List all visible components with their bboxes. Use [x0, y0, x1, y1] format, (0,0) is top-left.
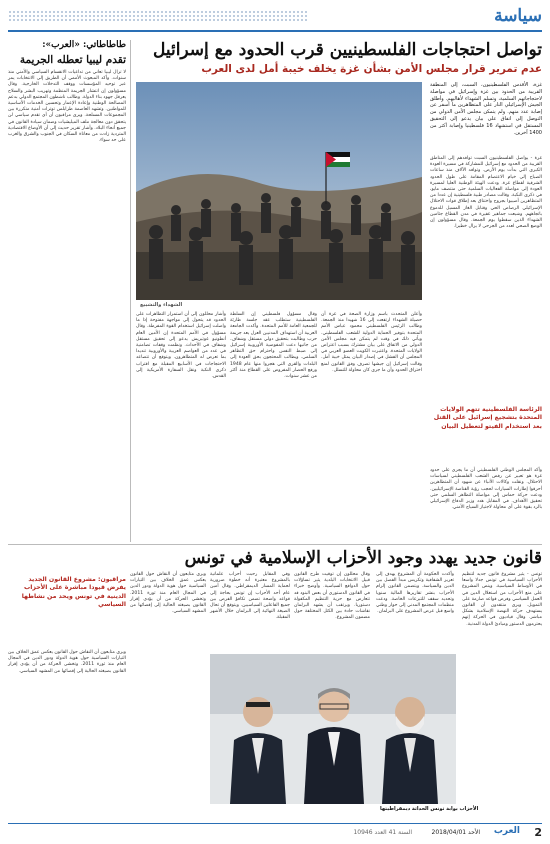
main-col-a: غزة - يواصل الفلسطينيون السبت توافدهم إلى المناطق القريبة من الحدود مع إسرائيل للمشاركة في مسيرة العودة الكبرى التي بدأت يوم الأرض. وتوافد الآلاف منذ ساعات الصباح إلى خيام الاعتصام المقامة على طول الحدود الشرقية لقطاع غزة. ودعت الهيئة الوطنية العليا لمسيرة العودة إلى مواصلة الفعاليات السلمية حتى منتصف مايو، في ذكرى النكبة. وقالت مصادر طبية فلسطينية إن عددا من المتظاهرين أصيبوا بجروح واختناق بعد إطلاق قوات الاحتلال الإسرائيلي الرصاص الحي وقنابل الغاز المسيل للدموع باتجاههم. وشيعت جماهير غفيرة في مدن القطاع جثامين الشهداء الذين سقطوا يوم الجمعة. وقال مسؤولون إن الوضع الصحي لعدد من الجرحى لا يزال خطيرا.: [428, 156, 542, 230]
main-intro: غزة، الأقدس الفلسطينيون، السبت، إلى المنطقة القريبة من الحدود بين غزة وإسرائيل في مواصلة لاحتجاجاتهم السلمية، وتسلم الشهداء لأهاليهم. وأطلق الجيش الإسرائيلي النار على المتظاهرين ما أسفر عن إصابة عدد منهم. ولم يتمكن مجلس الأمن الدولي من التوصل إلى اتفاق على بيان يدعو إلى التحقيق المستقل في استشهاد 16 فلسطينيا وإصابة أكثر من 1400 آخرين.: [428, 82, 542, 136]
issue-number: السنة 41 العدد 10946: [353, 829, 412, 836]
main-col-d: وأشار محللون إلى أن استمرار التظاهرات على الحدود قد يتحول إلى مواجهة مفتوحة إذا ما واصلت إسرائيل استخدام القوة المفرطة. وقال مسؤول في الأمم المتحدة إن الأمين العام أنطونيو غوتيريش يدعو إلى تحقيق مستقل وشفاف في الأحداث. ونظمت وقفات تضامنية في عدد من العواصم العربية والأوروبية تنديدا بما تعرض له المتظاهرون. ويتوقع أن تتصاعد الاحتجاجات في الأسابيع المقبلة مع اقتراب ذكرى النكبة ونقل السفارة الأمريكية إلى القدس.: [134, 312, 226, 380]
politicians-image: [210, 654, 456, 804]
main-col-c: وقال مسؤول فلسطيني إن السلطة الفلسطينية ستطلب عقد جلسة طارئة للجمعية العامة للأمم المتحدة. وأكدت الجامعة العربية أن استهداف المدنيين العزل يعد جريمة حرب وطالبت بتحقيق دولي مستقل وشفاف. من جانبها دعت المفوضية الأوروبية إسرائيل إلى ضبط النفس واحترام حق التظاهر السلمي. ويطالب المحتجون بحق العودة إلى البلدات والقرى التي هجروا منها عام 1948 ورفع الحصار المفروض على القطاع منذ أكثر من عشر سنوات.: [228, 312, 317, 380]
second-col-d: وفي المقابل رحبت أحزاب علمانية بالمشروع معتبرة أنه خطوة ضرورية لحماية المسار الديمقراطي. وقال أمين عام أحد الأحزاب إن تونس بحاجة إلى قواعد واضحة تضمن تكافؤ الفرص بين جميع الفاعلين السياسيين. ويتوقع أن تحال الصيغة النهائية إلى البرلمان خلال الأشهر المقبلة.: [208, 572, 290, 621]
second-col-a: تونس - يثير مشروع قانون جديد لتنظيم الأحزاب السياسية في تونس جدلا واسعا في الأوساط السياسية. وينص المشروع على منع الأحزاب من استغلال الدين في العمل السياسي وفرض قواعد صارمة على التمويل. ويرى منتقدون أن القانون يستهدف حركة النهضة الإسلامية بشكل مباشر. وقال قياديون في الحركة إنهم يحترمون الدستور ومبادئ الدولة المدنية.: [460, 572, 542, 627]
main-subhead: عدم تمرير قرار مجلس الأمن بشأن غزة يخلف خيبة أمل لدى العرب: [201, 63, 542, 75]
side-divider: [130, 40, 131, 542]
second-col-e: ويرى متابعون أن النقاش حول القانون يعكس عمق الخلاف بين التيارات السياسية حول هوية الدولة ودور الدين في المجال العام منذ ثورة 2011. وتخشى الحركة من أن يؤدي إقرار القانون بصيغته الحالية إلى إقصائها من المشهد السياسي.: [128, 572, 206, 615]
second-photo-caption: الأحزاب بوابة تونس الحداثة ديمقراطيتها: [380, 806, 479, 812]
second-col-c: وقال محللون إن توقيت طرح القانون قبيل الانتخابات البلدية يثير تساؤلات حول الدوافع السياسية. وأوضح خبراء في القانون الدستوري أن بعض البنود قد تتعارض مع حرية التنظيم المكفولة دستوريا. ويرتقب أن يشهد البرلمان نقاشات حادة بين الكتل المختلفة حول مضمون المشروع.: [292, 572, 370, 621]
issue-date: الأحد 2018/04/01: [431, 829, 480, 836]
protest-crowd-image: [136, 82, 422, 300]
main-col-e: وأكد المجلس الوطني الفلسطيني أن ما يجري على حدود غزة هو تعبير عن رفض الشعب الفلسطيني لسياسات الاحتلال. ونقلت وكالات الأنباء عن شهود أن المتظاهرين أحرقوا إطارات السيارات لحجب رؤية القناصة الإسرائيليين. ودعت حركة حماس إلى مواصلة التظاهر السلمي حتى تحقيق الأهداف. في المقابل هدد وزير الدفاع الإسرائيلي بالرد بقوة على أي محاولة لاجتياز السياج الأمني.: [428, 468, 542, 511]
politicians-photo: [210, 654, 456, 804]
protest-photo: [136, 82, 422, 300]
photo-caption: الشهداء والتشييع: [140, 302, 183, 308]
second-pull-quote: مراقبون: مشروع القانون الجديد يفرض قيودا مباشرة على الأحزاب الدينية في تونس ويحد من نشاطها السياسي: [21, 576, 126, 609]
main-headline: تواصل احتجاجات الفلسطينيين قرب الحدود مع إسرائيل: [152, 40, 542, 60]
paper-name: العرب: [493, 826, 520, 836]
section-divider: [8, 544, 542, 545]
header-pattern: [8, 10, 308, 22]
main-pull-quote: الرئاسة الفلسطينية تتهم الولايات المتحدة بتشجيع إسرائيل على القتل بعد استخدام الفيتو لتعطيل البيان: [433, 406, 542, 430]
page-header: [8, 4, 542, 32]
side-title: تقدم ليبيا تعطله الجريمة: [19, 54, 126, 66]
section-title: سياسة: [494, 6, 542, 26]
second-col-b: وأكدت الحكومة أن المشروع يهدف إلى تعزيز الشفافية وتكريس مبدأ الفصل بين الدين والسياسة. ويتضمن القانون إلزام الأحزاب بنشر تقاريرها المالية سنويا وتحديد سقف للتبرعات الخاصة. ودعت منظمات المجتمع المدني إلى حوار وطني واسع قبل عرض المشروع على البرلمان.: [374, 572, 454, 615]
side-title-top: طاطاطاتي: «العرب»:: [42, 40, 126, 50]
page-footer: [8, 823, 542, 840]
side-text: لا تزال ليبيا تعاني من تداعيات الانقسام السياسي والأمني منذ سنوات. وأكد المبعوث الأممي أن الطريق إلى الانتخابات يمر عبر توحيد المؤسسات ووقف التدخلات الخارجية. وقال مسؤولون إن انتشار الجريمة المنظمة وتهريب البشر والسلاح يعرقل جهود بناء الدولة. وطالب ناشطون المجتمع الدولي بدعم المصالحة الوطنية وإعادة الإعمار وتحسين الخدمات الأساسية للمواطنين. وتشهد العاصمة طرابلس توترات أمنية متكررة بين المجموعات المسلحة. ويرى مراقبون أن أي تقدم سياسي لن يتحقق دون معالجة ملف الميليشيات وضمان سيادة القانون في جميع أنحاء البلاد. وأشار تقرير حديث إلى أن الأوضاع الاقتصادية المتردية زادت من معاناة السكان في الجنوب والشرق والغرب على حد سواء.: [6, 70, 126, 144]
second-headline: قانون جديد يهدد وجود الأحزاب الإسلامية في تونس: [184, 548, 542, 568]
page-number: 2: [534, 826, 542, 839]
second-side-text: ويرى متابعون أن النقاش حول القانون يعكس عمق الخلاف بين التيارات السياسية حول هوية الدولة ودور الدين في المجال العام منذ ثورة 2011. وتخشى الحركة من أن يؤدي إقرار القانون بصيغته الحالية إلى إقصائها من المشهد السياسي.: [6, 650, 126, 674]
main-col-b: وأعلن المتحدث باسم وزارة الصحة في غزة أن حصيلة الشهداء ارتفعت إلى 16 شهيدا منذ الجمعة. وطالب الرئيس الفلسطيني محمود عباس الأمم المتحدة بتوفير الحماية الدولية للشعب الفلسطيني. ويأتي ذلك في وقت لم يتمكن فيه مجلس الأمن الدولي من الاتفاق على بيان مشترك بسبب اعتراض الولايات المتحدة. واعتبرت الكويت العضو العربي في المجلس أن الفشل في إصدار البيان يمثل خيبة أمل. وقالت إسرائيل إن جيشها تصرف وفق القانون لمنع اختراق الحدود وأن ما جرى كان محاولة للتسلل.: [319, 312, 422, 373]
